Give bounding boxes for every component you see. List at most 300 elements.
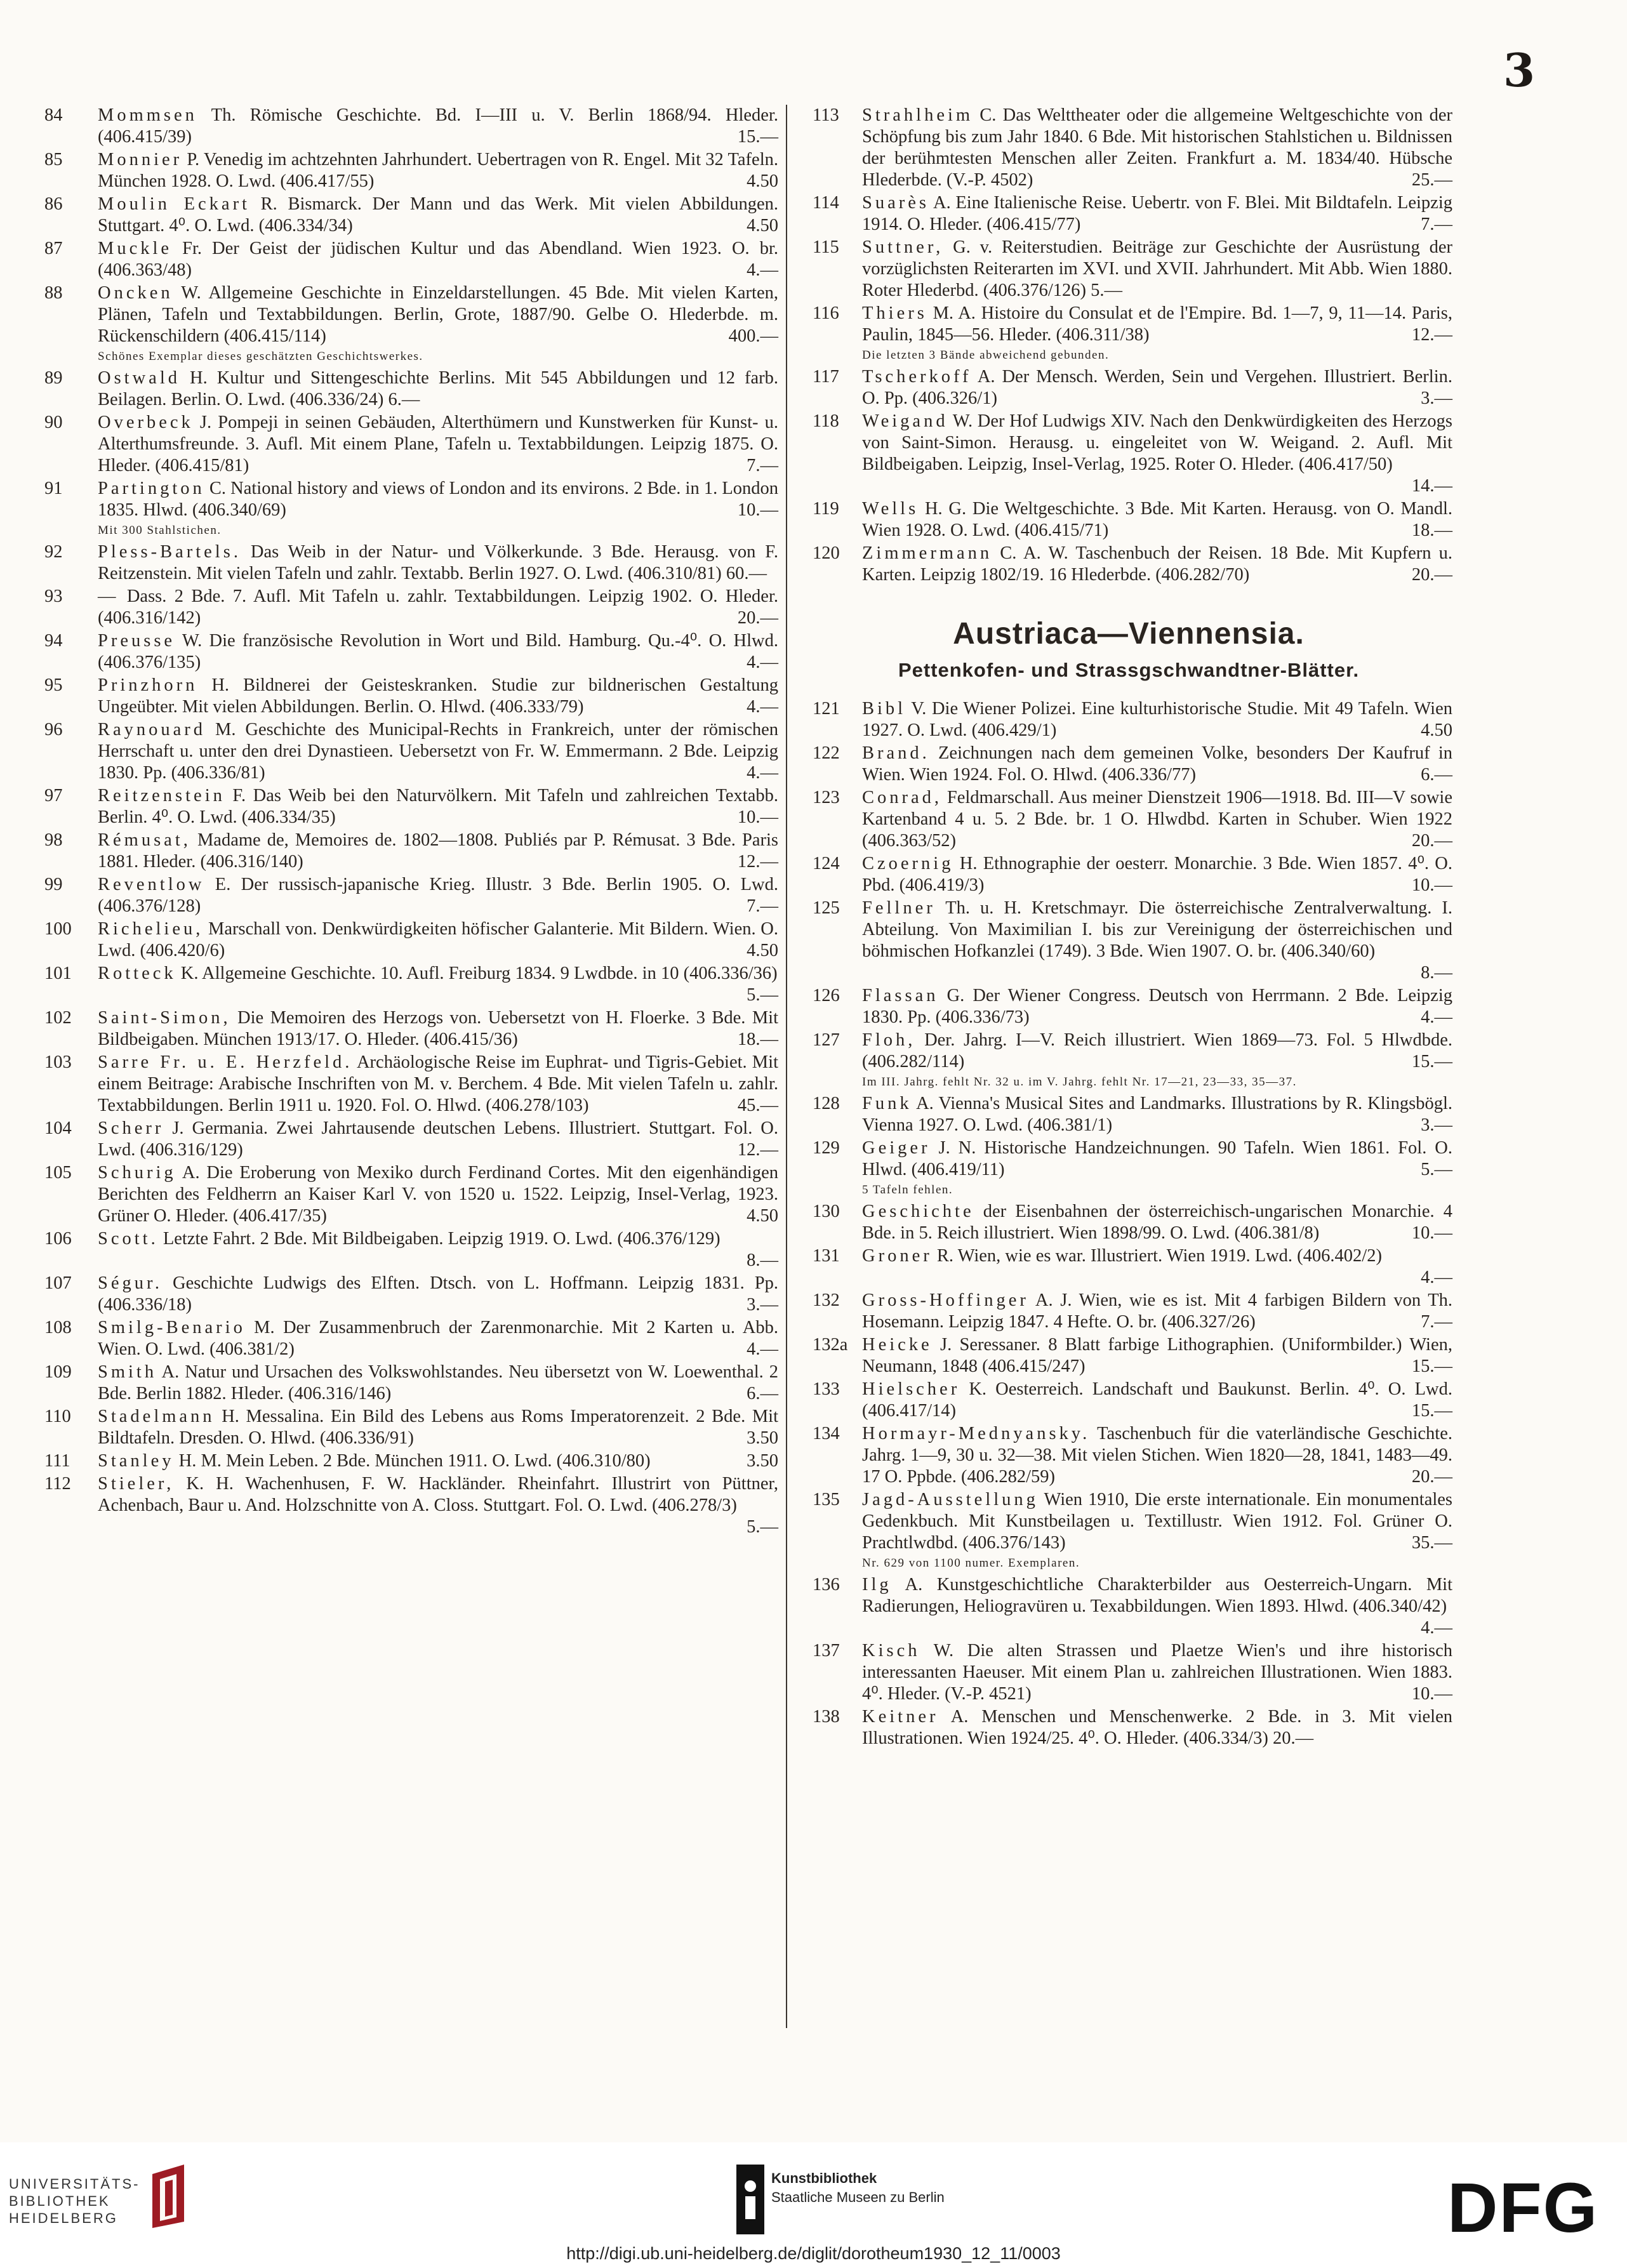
entry-author: Flassan: [862, 986, 939, 1005]
entry-description: A. Vienna's Musical Sites and Landmarks. Illustrations by R. Klingsbögl. Vienna 1927. O. Lwd. (406.381/1): [862, 1094, 1452, 1135]
entry-author: Hielscher: [862, 1379, 960, 1399]
entry-description: Dass. 2 Bde. 7. Aufl. Mit Tafeln u. zahlr. Textabbildungen. Leipzig 1902. O. Hleder. (406.316/142): [98, 587, 778, 628]
entry-text: [862, 1574, 1452, 1617]
entry-author: Reitzenstein: [98, 786, 225, 806]
entry-author: Gross-Hoffinger: [862, 1290, 1029, 1310]
entry-price: 5.—: [747, 985, 778, 1005]
entry-description: Letzte Fahrt. 2 Bde. Mit Bildbeigaben. Leipzig 1919. O. Lwd. (406.376/129): [158, 1229, 721, 1249]
entry-price: 4.—: [747, 697, 778, 717]
kunstbibliothek-logo-icon: [736, 2165, 764, 2234]
entry-description: Madame de, Memoires de. 1802—1808. Publiés par P. Rémusat. 3 Bde. Paris 1881. Hleder. (406.316/140): [98, 830, 778, 872]
entry-author: Partington: [98, 479, 205, 498]
entry-price: 4.50: [747, 216, 778, 235]
catalog-entry: [805, 1030, 1452, 1091]
catalog-entry: [805, 1574, 1452, 1639]
entry-number: 126: [813, 986, 840, 1005]
entry-description: Der. Jahrg. I—V. Reich illustriert. Wien 1869—73. Fol. 5 Hlwdbde. (406.282/114): [862, 1030, 1452, 1071]
entry-price: 3.—: [747, 1295, 778, 1315]
source-url-link[interactable]: http://digi.ub.uni-heidelberg.de/diglit/dorotheum1930_12_11/0003: [566, 2244, 1061, 2263]
entry-author: Prinzhorn: [98, 675, 198, 695]
entry-description: H. Ethnographie der oesterr. Monarchie. 3 Bde. Wien 1857. 4⁰. O. Pbd. (406.419/3): [862, 854, 1452, 895]
catalog-entry: [805, 898, 1452, 984]
entry-price: 10.—: [1411, 1223, 1452, 1243]
entry-author: Rotteck: [98, 964, 176, 983]
entry-description: A. J. Wien, wie es ist. Mit 4 farbigen Bildern von Th. Hosemann. Leipzig 1847. 4 Hefte. O. br. (406.327/26): [862, 1290, 1452, 1332]
entry-price: 15.—: [1411, 1356, 1452, 1376]
entry-price: 7.—: [747, 896, 778, 916]
catalog-entry: [37, 282, 778, 365]
catalog-entry: [805, 787, 1452, 852]
entry-author: Moulin Eckart: [98, 194, 250, 214]
entry-text: [98, 1473, 778, 1516]
catalog-entry: [37, 963, 778, 1006]
entry-text: [862, 898, 1452, 962]
entry-author: Funk: [862, 1094, 912, 1113]
entry-price: 20.—: [1411, 565, 1452, 585]
entry-author: Overbeck: [98, 413, 194, 432]
catalog-entry: [805, 743, 1452, 786]
entry-price: 5.—: [747, 1517, 778, 1537]
entry-author: Rémusat,: [98, 830, 191, 850]
entry-price: 12.—: [1411, 325, 1452, 345]
entry-price: 25.—: [1411, 170, 1452, 190]
entry-price: 15.—: [1411, 1401, 1452, 1421]
entry-description: J. Germania. Zwei Jahrtausende deutschen Lebens. Illustriert. Stuttgart. Fol. O. Lwd. (406.316/129): [98, 1118, 778, 1160]
catalog-entry: [37, 1007, 778, 1051]
catalog-entry: [37, 1317, 778, 1360]
entry-note: 5 Tafeln fehlen.: [862, 1183, 953, 1197]
entry-description: Taschenbuch für die vaterländische Geschichte. Jahrg. 1—9, 30 u. 32—38. Mit vielen Stichen. Wien 1820—28, 1841, 1483—49. 17 O. Ppbde. (406.282/59): [862, 1424, 1452, 1487]
entry-description: A. Die Eroberung von Mexiko durch Ferdinand Cortes. Mit den eigenhändigen Berichten des Feldherrn an Kaiser Karl V. von 1520 u. 1522. Leipzig, Insel-Verlag, 1923. Grüner O. Hleder. (406.417/35): [98, 1163, 778, 1226]
catalog-entry: [37, 478, 778, 539]
entry-author: Smith: [98, 1362, 157, 1382]
entry-price: 5.—: [1421, 1160, 1452, 1179]
entry-author: Zimmermann: [862, 543, 993, 563]
entry-price: 12.—: [737, 852, 778, 872]
entry-description: C. Das Welttheater oder die allgemeine Weltgeschichte von der Schöpfung bis zum Jahr 1840. 6 Bde. Mit historischen Stahlstichen u. Bildnissen der berühmtesten Menschen aller Zeiten. Frankfurt a. M. 1834/40. Hübsche Hlederbde. (V.-P. 4502): [862, 105, 1452, 190]
catalog-entry: [805, 411, 1452, 497]
entry-description: der Eisenbahnen der österreichisch-ungarischen Monarchie. 4 Bde. in 5. Reich illustriert. Wien 1898/99. O. Lwd. (406.381/8): [862, 1202, 1452, 1243]
entry-text: [98, 1228, 778, 1250]
kb-title: Kunstbibliothek: [771, 2170, 877, 2186]
entry-description: H. Messalina. Ein Bild des Lebens aus Roms Imperatorenzeit. 2 Bde. Mit Bildtafeln. Dresden. O. Hlwd. (406.336/91): [98, 1407, 778, 1448]
entry-number: 88: [44, 283, 63, 303]
entry-number: 132: [813, 1290, 840, 1310]
heidelberg-logo-icon: [146, 2161, 197, 2231]
entry-price: 4.—: [1421, 1007, 1452, 1027]
entry-number: 87: [44, 239, 63, 258]
entry-author: Floh,: [862, 1030, 916, 1050]
entry-number: 85: [44, 150, 63, 169]
entry-author: Mommsen: [98, 105, 197, 125]
entry-price: 35.—: [1411, 1533, 1452, 1553]
catalog-entry: [805, 543, 1452, 586]
catalog-entry: [805, 192, 1452, 235]
entry-number: 125: [813, 898, 840, 918]
entry-number: 127: [813, 1030, 840, 1050]
uni-line-1: UNIVERSITÄTS-: [9, 2176, 140, 2192]
entry-author: Stanley: [98, 1451, 175, 1471]
catalog-entry: [37, 194, 778, 237]
kb-subtitle: Staatliche Museen zu Berlin: [771, 2189, 945, 2205]
entry-description: V. Die Wiener Polizei. Eine kulturhistorische Studie. Mit 49 Tafeln. Wien 1927. O. Lwd. (406.429/1): [862, 699, 1452, 740]
entry-number: 89: [44, 368, 63, 388]
uni-line-3: HEIDELBERG: [9, 2210, 118, 2226]
catalog-entry: [37, 1273, 778, 1316]
entry-number: 121: [813, 699, 840, 719]
entry-note: Im III. Jahrg. fehlt Nr. 32 u. im V. Jahrg. fehlt Nr. 17—21, 23—33, 35—37.: [862, 1075, 1297, 1089]
right-column: [805, 105, 1452, 1751]
entry-number: 114: [813, 193, 839, 213]
entry-description: H. M. Mein Leben. 2 Bde. München 1911. O. Lwd. (406.310/80): [174, 1451, 651, 1471]
entry-description: W. Die alten Strassen und Plaetze Wien's und ihre historisch interessanten Haeuser. Mit einem Plan u. zahlreichen Illustrationen. Wien 1883. 4⁰. Hleder. (V.-P. 4521): [862, 1641, 1452, 1704]
entry-number: 131: [813, 1246, 840, 1266]
entry-author: Raynouard: [98, 720, 206, 739]
entry-author: Muckle: [98, 239, 173, 258]
entry-author: Ostwald: [98, 368, 180, 388]
entry-number: 120: [813, 543, 840, 563]
entry-text: [98, 541, 778, 585]
entry-description: Marschall von. Denkwürdigkeiten höfischer Galanterie. Mit Bildern. Wien. O. Lwd. (406.420/6): [98, 919, 778, 960]
entry-description: P. Venedig im achtzehnten Jahrhundert. Uebertragen von R. Engel. Mit 32 Tafeln. München 1928. O. Lwd. (406.417/55): [98, 150, 778, 191]
entry-description: A. Eine Italienische Reise. Uebertr. von F. Blei. Mit Bildtafeln. Leipzig 1914. O. Hleder. (406.415/77): [862, 193, 1452, 234]
catalog-entry: [37, 874, 778, 917]
catalog-entry: [805, 698, 1452, 741]
entry-number: 136: [813, 1575, 840, 1595]
catalog-entry: [37, 1052, 778, 1117]
entry-price: 400.—: [728, 326, 778, 346]
entry-text: [98, 963, 778, 985]
entry-author: Preusse: [98, 631, 176, 651]
entry-number: 118: [813, 411, 839, 431]
entry-number: 132a: [813, 1335, 848, 1355]
entry-author: Oncken: [98, 283, 173, 303]
entry-price: 18.—: [1411, 521, 1452, 540]
catalog-entry: [805, 237, 1452, 302]
catalog-entry: [37, 105, 778, 148]
entry-number: 116: [813, 303, 839, 323]
entry-number: 115: [813, 237, 839, 257]
entry-author: Stadelmann: [98, 1407, 215, 1426]
entry-number: 111: [44, 1451, 70, 1471]
entry-description: Th. Römische Geschichte. Bd. I—III u. V. Berlin 1868/94. Hleder. (406.415/39): [98, 105, 778, 147]
entry-price: 10.—: [737, 500, 778, 520]
entry-description: Th. u. H. Kretschmayr. Die österreichische Zentralverwaltung. I. Abteilung. Von Maximilian I. bis zur Vereinigung der österreichischen und böhmischen Hofkanzlei (1749). 3 Bde. Wien 1907. O. br. (406.340/60): [862, 898, 1452, 961]
entry-price: 12.—: [737, 1140, 778, 1160]
entry-description: K. Oesterreich. Landschaft und Baukunst. Berlin. 4⁰. O. Lwd. (406.417/14): [862, 1379, 1452, 1421]
entry-description: A. Der Mensch. Werden, Sein und Vergehen. Illustriert. Berlin. O. Pp. (406.326/1): [862, 367, 1452, 408]
entry-description: J. N. Historische Handzeichnungen. 90 Tafeln. Wien 1861. Fol. O. Hlwd. (406.419/11): [862, 1138, 1452, 1179]
entry-number: 123: [813, 788, 840, 807]
catalog-entry: [805, 1245, 1452, 1289]
entry-author: Smilg-Benario: [98, 1318, 246, 1337]
catalog-entry: [805, 1706, 1452, 1749]
entry-price: 4.50: [747, 941, 778, 960]
catalog-entry: [805, 303, 1452, 364]
entry-description: A. Kunstgeschichtliche Charakterbilder aus Oesterreich-Ungarn. Mit Radierungen, Heliogravüren u. Texabbildungen. Wien 1893. Hlwd. (406.340/42): [862, 1575, 1452, 1616]
entry-number: 104: [44, 1118, 72, 1138]
catalog-entry: [37, 1450, 778, 1472]
entry-author: Schurig: [98, 1163, 176, 1183]
university-library-label: [9, 2175, 140, 2227]
entry-number: 100: [44, 919, 72, 939]
entry-author: Strahlheim: [862, 105, 974, 125]
entry-description: Archäologische Reise im Euphrat- und Tigris-Gebiet. Mit einem Beitrage: Arabische Inschriften von M. v. Berchem. 4 Bde. Mit vielen Tafeln u. zahlr. Textabbildungen. Berlin 1911 u. 1920. Fol. O. Hlwd. (406.278/103): [98, 1052, 778, 1115]
entry-author: Tscherkoff: [862, 367, 972, 387]
entry-description: R. Wien, wie es war. Illustriert. Wien 1919. Lwd. (406.402/2): [932, 1246, 1382, 1266]
entry-price: 4.—: [747, 1339, 778, 1359]
entry-author: Groner: [862, 1246, 933, 1266]
catalog-entry: [37, 238, 778, 281]
entry-price: 20.—: [737, 608, 778, 628]
entry-number: 93: [44, 587, 63, 606]
entry-note: Nr. 629 von 1100 numer. Exemplaren.: [862, 1556, 1080, 1570]
entry-number: 90: [44, 413, 63, 432]
section-subtitle: Pettenkofen- und Strassgschwandtner-Blätter.: [898, 659, 1360, 681]
entry-author: Fellner: [862, 898, 936, 918]
entry-price: 14.—: [1411, 476, 1452, 496]
entry-author: Heicke: [862, 1335, 933, 1355]
entry-number: 117: [813, 367, 839, 387]
entry-description: K. Allgemeine Geschichte. 10. Aufl. Freiburg 1834. 9 Lwdbde. in 10 (406.336/36): [176, 964, 778, 983]
entry-number: 110: [44, 1407, 71, 1426]
catalog-entry: [37, 1473, 778, 1538]
entry-description: H. Bildnerei der Geisteskranken. Studie zur bildnerischen Gestaltung Ungeübter. Mit vielen Abbildungen. Berlin. O. Hlwd. (406.333/79): [98, 675, 778, 717]
column-divider: [786, 105, 787, 2028]
catalog-entry: [37, 541, 778, 585]
entry-price: 6.—: [747, 1384, 778, 1403]
catalog-entry: [805, 985, 1452, 1028]
entry-author: Richelieu,: [98, 919, 204, 939]
section-title: Austriaca—Viennensia.: [953, 617, 1305, 651]
catalog-entry: [37, 1228, 778, 1271]
entry-text: [862, 1245, 1452, 1267]
entry-number: 84: [44, 105, 63, 125]
entry-number: 103: [44, 1052, 72, 1072]
entry-description: Fr. Der Geist der jüdischen Kultur und das Abendland. Wien 1923. O. br. (406.363/48): [98, 239, 778, 280]
entry-price: 3.—: [1421, 1115, 1452, 1135]
entry-price: 3.—: [1421, 388, 1452, 408]
entry-author: Stieler,: [98, 1474, 175, 1494]
dfg-logo: DFG: [1447, 2169, 1599, 2247]
entry-author: Thiers: [862, 303, 927, 323]
catalog-entry: [805, 105, 1452, 191]
entry-author: Conrad,: [862, 788, 943, 807]
entry-price: 4.—: [747, 653, 778, 672]
entry-description: W. Allgemeine Geschichte in Einzeldarstellungen. 45 Bde. Mit vielen Karten, Plänen, Tafeln und Textabbildungen. Berlin, Grote, 1887/90. Gelbe O. Hlederbde. m. Rückenschildern (406.415/114): [98, 283, 778, 346]
entry-price: 8.—: [747, 1250, 778, 1270]
entry-number: 99: [44, 875, 63, 894]
entry-number: 119: [813, 499, 839, 519]
entry-price: 4.50: [1421, 720, 1452, 740]
catalog-entry: [805, 1137, 1452, 1198]
entry-number: 124: [813, 854, 840, 873]
entry-description: Geschichte Ludwigs des Elften. Dtsch. von L. Hoffmann. Leipzig 1831. Pp. (406.336/18): [98, 1273, 778, 1315]
catalog-entry: [805, 1379, 1452, 1422]
entry-price: 8.—: [1421, 963, 1452, 983]
entry-description: G. Der Wiener Congress. Deutsch von Herrmann. 2 Bde. Leipzig 1830. Pp. (406.336/73): [862, 986, 1452, 1027]
catalog-entry: [805, 1640, 1452, 1705]
entry-author: Bibl: [862, 699, 906, 719]
entry-author: Scott.: [98, 1229, 159, 1249]
entry-description: M. Geschichte des Municipal-Rechts in Frankreich, unter der römischen Herrschaft u. unter den drei Dynastieen. Uebersetzt von Fr. W. Emmermann. 2 Bde. Leipzig 1830. Pp. (406.336/81): [98, 720, 778, 783]
entry-number: 106: [44, 1229, 72, 1249]
entry-note: Schönes Exemplar dieses geschätzten Geschichtswerkes.: [98, 350, 423, 363]
entry-author: Geiger: [862, 1138, 931, 1158]
entry-number: 96: [44, 720, 63, 739]
catalog-entry: [37, 412, 778, 477]
entry-price: 10.—: [737, 807, 778, 827]
catalog-entry: [37, 785, 778, 828]
entry-note: Die letzten 3 Bände abweichend gebunden.: [862, 348, 1110, 362]
entry-number: 98: [44, 830, 63, 850]
entry-number: 95: [44, 675, 63, 695]
entry-number: 135: [813, 1490, 840, 1509]
entry-number: 129: [813, 1138, 840, 1158]
entry-description: Wien 1910, Die erste internationale. Ein monumentales Gedenkbuch. Mit Kunstbeilagen u. Textillustr. Wien 1912. Fol. Grüner O. Prachtlwdbd. (406.376/143): [862, 1490, 1452, 1553]
entry-number: 138: [813, 1707, 840, 1727]
entry-author: Jagd-Ausstellung: [862, 1490, 1039, 1509]
entry-number: 102: [44, 1008, 72, 1028]
entry-price: 15.—: [1411, 1052, 1452, 1071]
entry-description: J. Seressaner. 8 Blatt farbige Lithographien. (Uniformbilder.) Wien, Neumann, 1848 (406.415/247): [862, 1335, 1452, 1376]
entry-price: 4.—: [747, 763, 778, 783]
entry-price: 18.—: [737, 1030, 778, 1049]
entry-description: K. H. Wachenhusen, F. W. Hackländer. Rheinfahrt. Illustrirt von Püttner, Achenbach, Baur u. And. Holzschnitte von A. Closs. Stuttgart. Fol. O. Lwd. (406.278/3): [98, 1474, 778, 1515]
entry-author: Geschichte: [862, 1202, 974, 1221]
entry-description: F. Das Weib bei den Naturvölkern. Mit Tafeln und zahlreichen Textabb. Berlin. 4⁰. O. Lwd. (406.334/35): [98, 786, 778, 827]
entry-author: Saint-Simon,: [98, 1008, 231, 1028]
entry-description: J. Pompeji in seinen Gebäuden, Alterthümern und Kunstwerken für Kunst- u. Alterthumsfreunde. 3. Aufl. Mit einem Plane, Tafeln u. Textabbildungen. Leipzig 1875. O. Hleder. (406.415/81): [98, 413, 778, 475]
entry-price: 20.—: [1411, 831, 1452, 851]
entry-description: R. Bismarck. Der Mann und das Werk. Mit vielen Abbildungen. Stuttgart. 4⁰. O. Lwd. (406.334/34): [98, 194, 779, 235]
entry-description: Feldmarschall. Aus meiner Dienstzeit 1906—1918. Bd. III—V sowie Kartenband 4 u. 5. 2 Bde. br. 1 O. Hlwdbd. Karten in Schuber. Wien 1922 (406.363/52): [862, 788, 1452, 851]
page-number: 3: [1503, 43, 1536, 97]
right-entries-general: [805, 105, 1452, 586]
entry-author: Weigand: [862, 411, 948, 431]
entry-number: 105: [44, 1163, 72, 1183]
entry-description: M. A. Histoire du Consulat et de l'Empire. Bd. 1—7, 9, 11—14. Paris, Paulin, 1845—56. Hleder. (406.311/38): [862, 303, 1452, 345]
catalog-entry: [37, 586, 778, 629]
catalog-entry: [37, 719, 778, 784]
entry-description: W. Die französische Revolution in Wort und Bild. Hamburg. Qu.-4⁰. O. Hlwd. (406.376/135): [98, 631, 778, 672]
entry-description: C. A. W. Taschenbuch der Reisen. 18 Bde. Mit Kupfern u. Karten. Leipzig 1802/19. 16 Hlederbde. (406.282/70): [862, 543, 1452, 585]
catalog-entry: [805, 1201, 1452, 1244]
entry-number: 130: [813, 1202, 840, 1221]
entry-price: 7.—: [1421, 1312, 1452, 1332]
entry-number: 113: [813, 105, 839, 125]
entry-text: [862, 411, 1452, 475]
entry-number: 134: [813, 1424, 840, 1443]
entry-description: Die Memoiren des Herzogs von. Uebersetzt von H. Floerke. 3 Bde. Mit Bildbeigaben. München 1913/17. O. Hleder. (406.415/36): [98, 1008, 778, 1049]
entry-description: Zeichnungen nach dem gemeinen Volke, besonders Der Kaufruf in Wien. Wien 1924. Fol. O. Hlwd. (406.336/77): [862, 743, 1452, 785]
entry-author: Czoernig: [862, 854, 954, 873]
entry-number: 101: [44, 964, 72, 983]
entry-author: Scherr: [98, 1118, 164, 1138]
entry-description: W. Der Hof Ludwigs XIV. Nach den Denkwürdigkeiten des Herzogs von Saint-Simon. Herausg. u. eingeleitet von W. Weigand. 2. Aufl. Mit Bildbeigaben. Leipzig, Insel-Verlag, 1925. Roter O. Hleder. (406.417/50): [862, 411, 1452, 474]
entry-text: [862, 237, 1452, 302]
entry-author: Brand.: [862, 743, 930, 763]
entry-author: Reventlow: [98, 875, 205, 894]
catalog-entry: [37, 1118, 778, 1161]
entry-price: 7.—: [747, 456, 778, 475]
catalog-entry: [37, 368, 778, 411]
entry-text: [862, 1706, 1452, 1749]
entry-description: Das Weib in der Natur- und Völkerkunde. 3 Bde. Herausg. von F. Reitzenstein. Mit vielen Tafeln und zahlr. Textabb. Berlin 1927. O. Lwd. (406.310/81) 60.—: [98, 542, 778, 583]
entry-author: Monnier: [98, 150, 183, 169]
entry-author: —: [98, 587, 119, 606]
footer: [0, 2142, 1627, 2268]
catalog-entry: [805, 1423, 1452, 1488]
entry-author: Suttner,: [862, 237, 944, 257]
entry-number: 137: [813, 1641, 840, 1661]
entry-number: 94: [44, 631, 63, 651]
entry-price: 4.50: [747, 171, 778, 191]
catalog-entry: [805, 498, 1452, 541]
entry-price: 20.—: [1411, 1467, 1452, 1487]
entry-author: Hormayr-Mednyansky.: [862, 1424, 1091, 1443]
entry-price: 15.—: [737, 127, 778, 147]
entry-price: 3.50: [747, 1428, 778, 1448]
catalog-entry: [805, 1093, 1452, 1136]
entry-number: 109: [44, 1362, 72, 1382]
catalog-entry: [37, 918, 778, 962]
entry-description: C. National history and views of London and its environs. 2 Bde. in 1. London 1835. Hlwd. (406.340/69): [98, 479, 778, 520]
entry-number: 128: [813, 1094, 840, 1113]
entry-price: 6.—: [1421, 765, 1452, 785]
left-column: [37, 105, 778, 1539]
entry-number: 86: [44, 194, 63, 214]
entry-description: H. G. Die Weltgeschichte. 3 Bde. Mit Karten. Herausg. von O. Mandl. Wien 1928. O. Lwd. (406.415/71): [862, 499, 1452, 540]
entry-number: 112: [44, 1474, 71, 1494]
entry-author: Kisch: [862, 1641, 920, 1661]
entry-price: 4.—: [1421, 1618, 1452, 1638]
catalog-entry: [37, 675, 778, 718]
entry-number: 91: [44, 479, 63, 498]
entry-author: Wells: [862, 499, 919, 519]
catalog-entry: [805, 853, 1452, 896]
entry-price: 7.—: [1421, 215, 1452, 234]
catalog-entry: [805, 366, 1452, 409]
entry-number: 133: [813, 1379, 840, 1399]
entry-description: A. Menschen und Menschenwerke. 2 Bde. in 3. Mit vielen Illustrationen. Wien 1924/25. 4⁰. O. Hleder. (406.334/3) 20.—: [862, 1707, 1452, 1748]
catalog-entry: [37, 1406, 778, 1449]
catalog-entry: [805, 1290, 1452, 1333]
catalog-entry: [37, 830, 778, 873]
entry-description: A. Natur und Ursachen des Volkswohlstandes. Neu übersetzt von W. Loewenthal. 2 Bde. Berlin 1882. Hleder. (406.316/146): [98, 1362, 778, 1403]
uni-line-2: BIBLIOTHEK: [9, 2193, 110, 2209]
entry-description: G. v. Reiterstudien. Beiträge zur Geschichte der Ausrüstung der vorzüglichsten Reiterarten im XVI. und XVII. Jahrhundert. Mit Abb. Wien 1880. Roter Hlederbd. (406.376/126) 5.—: [862, 237, 1452, 300]
entry-author: Pless-Bartels.: [98, 542, 241, 562]
entry-description: H. Kultur und Sittengeschichte Berlins. Mit 545 Abbildungen und 12 farb. Beilagen. Berlin. O. Lwd. (406.336/24) 6.—: [98, 368, 778, 409]
entry-number: 122: [813, 743, 840, 763]
entry-price: 4.—: [1421, 1268, 1452, 1287]
entry-author: Suarès: [862, 193, 929, 213]
entry-note: Mit 300 Stahlstichen.: [98, 524, 222, 537]
entry-author: Keitner: [862, 1707, 939, 1727]
entry-author: Ségur.: [98, 1273, 163, 1293]
entry-description: E. Der russisch-japanische Krieg. Illustr. 3 Bde. Berlin 1905. O. Lwd. (406.376/128): [98, 875, 778, 916]
entry-author: Ilg: [862, 1575, 892, 1595]
entry-number: 108: [44, 1318, 72, 1337]
entry-description: M. Der Zusammenbruch der Zarenmonarchie. Mit 2 Karten u. Abb. Wien. O. Lwd. (406.381/2): [98, 1318, 778, 1359]
entry-number: 92: [44, 542, 63, 562]
entry-price: 4.—: [747, 260, 778, 280]
catalog-entry: [37, 1162, 778, 1227]
entry-price: 4.50: [747, 1206, 778, 1226]
entry-number: 107: [44, 1273, 72, 1293]
catalog-entry: [37, 1362, 778, 1405]
